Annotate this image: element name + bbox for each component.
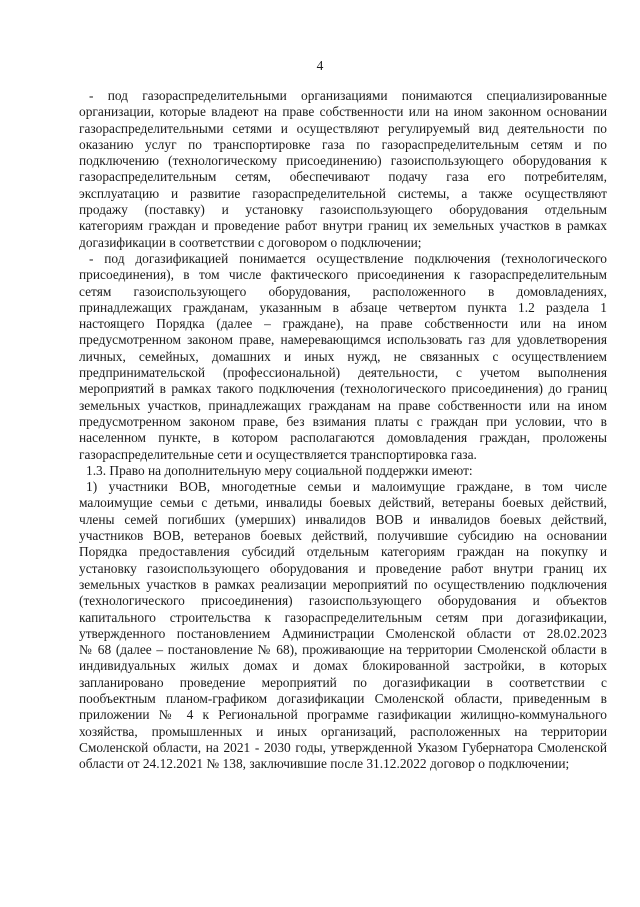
text-line: газораспределительными сетями и осуществляют регулируемый вид деятельности по — [79, 120, 607, 136]
text-line: догазификации в соответствии с договором о подключении; — [79, 234, 422, 250]
text-line: члены семей погибших (умерших) инвалидов ВОВ и инвалидов боевых действий, — [79, 511, 607, 527]
text-line: малоимущие семьи с детьми, инвалиды боевых действий, ветераны боевых действий, — [79, 495, 607, 511]
text-line: организации, которые владеют на праве собственности или на ином законном основании — [79, 104, 607, 120]
page-number: 4 — [316, 58, 324, 73]
text-line: личных, семейных, домашних и иных нужд, не связанных с осуществлением — [79, 348, 607, 364]
text-line: сетям газоиспользующего оборудования, расположенного в домовладениях, — [79, 283, 607, 299]
text-line: участников ВОВ, ветеранов боевых действий, получившие субсидию на основании — [79, 528, 607, 544]
text-line: газораспределительные сети и осуществляется транспортировка газа. — [79, 446, 477, 462]
text-line: утвержденного постановлением Администрации Смоленской области от 28.02.2023 — [79, 625, 607, 641]
text-line: предусмотренном законом праве, намеревающимся использовать газ для удовлетворения — [79, 332, 607, 348]
text-line: пообъектным планом-графиком догазификации Смоленской области, приведенным в — [79, 690, 607, 706]
text-line: № 68 (далее – постановление № 68), проживающие на территории Смоленской области в — [79, 642, 607, 658]
text-line: настоящего Порядка (далее – граждане), на праве собственности или на ином — [79, 316, 607, 332]
text-line: оказанию услуг по транспортировке газа по газораспределительным сетям и по — [79, 136, 607, 152]
text-line: 1.3. Право на дополнительную меру социальной поддержки имеют: — [86, 462, 473, 478]
text-line: капитального строительства к газораспределительным сетям при догазификации, — [79, 609, 607, 625]
text-line: 1) участники ВОВ, многодетные семьи и малоимущие граждане, в том числе — [86, 479, 607, 495]
text-line: подключению (технологическому присоединению) газоиспользующего оборудования к — [79, 153, 607, 169]
text-line: области от 24.12.2021 № 138, заключившие после 31.12.2022 договор о подключении; — [79, 756, 570, 772]
text-line: присоединения), в том числе фактического присоединения к газораспределительным — [79, 267, 607, 283]
document-body — [79, 88, 607, 772]
text-line: эксплуатацию и развитие газораспределительной системы, а также осуществляют — [79, 185, 607, 201]
text-line: Смоленской области, на 2021 - 2030 годы, утвержденной Указом Губернатора Смоленской — [79, 739, 607, 755]
text-line: хозяйства, промышленных и иных организаций, расположенных на территории — [79, 723, 607, 739]
text-line: (технологического присоединения) газоиспользующего оборудования и объектов — [79, 593, 607, 609]
text-line: - под догазификацией понимается осуществление подключения (технологического — [89, 250, 607, 266]
text-line: земельных участков в рамках реализации мероприятий по осуществлению подключения — [79, 576, 607, 592]
text-line: газораспределительным сетям, обеспечивают подачу газа его потребителям, — [79, 169, 607, 185]
text-line: мероприятий в рамках такого подключения (технологического присоединения) до границ — [79, 381, 607, 397]
text-line: индивидуальных жилых домах и домах блокированной застройки, в которых — [79, 658, 607, 674]
text-line: принадлежащих гражданам, указанным в абзаце четвертом пункта 1.2 раздела 1 — [79, 299, 607, 315]
text-line: приложении № 4 к Региональной программе газификации жилищно-коммунального — [79, 707, 607, 723]
text-line: земельных участков, принадлежащих гражданам на праве собственности или на ином — [79, 397, 607, 413]
text-line: установку газоиспользующего оборудования и проведение работ внутри границ их — [79, 560, 607, 576]
text-line: - под газораспределительными организациями понимаются специализированные — [89, 88, 607, 103]
text-line: предпринимательской (профессиональной) деятельности, с учетом выполнения — [79, 365, 607, 381]
text-line: предусмотренном законом праве, без взимания платы с граждан при условии, что в — [79, 413, 607, 429]
text-line: продажу (поставку) и установку газоиспользующего оборудования отдельным — [79, 202, 607, 218]
text-line: Порядка предоставления субсидий отдельным категориям граждан на покупку и — [79, 544, 607, 560]
text-line: категориям граждан и проведение работ внутри границ их земельных участков в рамках — [79, 218, 607, 234]
text-line: запланировано проведение мероприятий по догазификации в соответствии с — [79, 674, 607, 690]
text-line: населенном пункте, в котором располагаются домовладения граждан, проложены — [79, 430, 607, 446]
